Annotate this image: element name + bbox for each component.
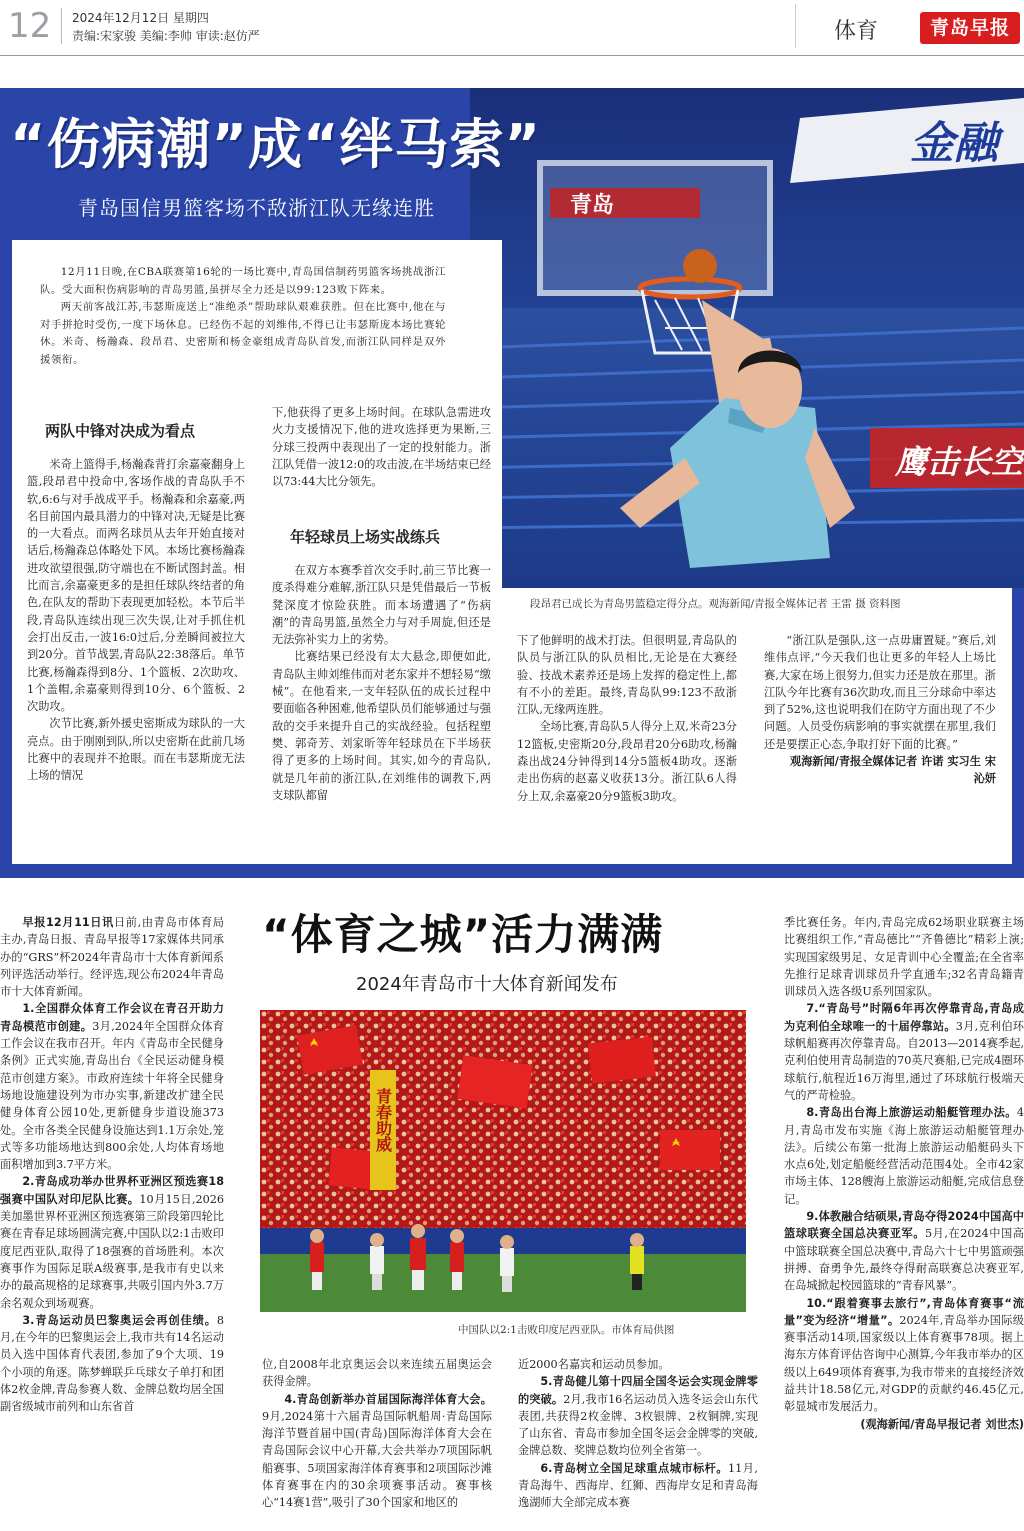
news-item — [784, 1295, 1024, 1416]
news-item-lead: 1.全国群众体育工作会议在青召开助力青岛模范市创建。 — [0, 1002, 224, 1033]
news-item-text: 11月,青岛海牛、西海岸、红狮、西海岸女足和青岛海逸湖师大全部完成本赛 — [518, 1461, 758, 1510]
news-item — [784, 914, 1024, 1000]
issue-date: 2024年12月12日 星期四 — [72, 11, 209, 25]
news-item-text: 近2000名嘉宾和运动员参加。 — [518, 1358, 670, 1371]
news-item-lead: 2.青岛成功举办世界杯亚洲区预选赛18强赛中国队对印尼队比赛。 — [0, 1175, 224, 1206]
news-item-text: 位,自2008年北京奥运会以来连续五届奥运会获得金牌。 — [262, 1358, 492, 1389]
news-item-text: 9月,2024第十六届青岛国际帆船周·青岛国际海洋节暨首届中国(青岛)国际海洋体育大会在青岛国际会议中心开幕,大会共举办7项国际帆船赛事、5项国家海洋体育赛事和2项国际沙滩体育赛事在内的30余项赛事活动。赛事核心“14赛1营”,吸引了30个国家和地区的 — [262, 1409, 492, 1510]
story1-subtitle: 青岛国信男篮客场不敌浙江队无缘连胜 — [78, 196, 435, 220]
news-item-text: 4月,青岛市发布实施《海上旅游运动船艇管理办法》。后续公布第一批海上旅游运动船艇码头下水点6处,划定船艇经营活动范围4处。全市42家市场主体、128艘海上旅游运动船艇,完成信息登记。 — [784, 1106, 1024, 1206]
news-item-text: 10月15日,2026美加墨世界杯亚洲区预选赛第三阶段第四轮比赛在青春足球场圆满完赛,中国队以2:1击败印度尼西亚队,取得了18强赛的首场胜利。本次赛事作为国际足联A级赛事,是我市有史以来办的最高规格的足球赛事,共吸引国内外3.7万余名观众到场观赛。 — [0, 1192, 224, 1310]
story2-column-3 — [518, 1356, 758, 1512]
ad-board-text: 鹰击长空 — [895, 443, 1024, 481]
story2-title: “体育之城”活力满满 — [262, 910, 664, 959]
news-item — [784, 1208, 1024, 1294]
story1-title: “伤病潮”成“绊马索” — [10, 113, 541, 176]
news-item — [784, 1104, 1024, 1208]
paragraph: 下了他鲜明的战术打法。但很明显,青岛队的队员与浙江队的队员相比,无论是在大赛经验、技战术素养还是场上发挥的稳定性上,都有不小的差距。最终,青岛队99:123不敌浙江队,无缘两连胜。 — [517, 634, 737, 717]
paragraph: 在双方本赛季首次交手时,前三节比赛一度杀得难分难解,浙江队只是凭借最后一节板凳深度才惊险获胜。而本场遭遇了“伤病潮”的青岛男篮,虽然全力与对手周旋,但还是无法弥补实力上的劣势。 — [272, 564, 491, 647]
news-item-text: 2024年,青岛举办国际级赛事活动14项,国家级以上体育赛事78项。据上海东方体育评估咨询中心测算,今年我市举办的区级以上649项体育赛事,为我市带来的直接经济效益共计18.58亿元,对GDP的贡献约46.45亿元,彰显城市发展活力。 — [784, 1313, 1024, 1414]
story1-lede — [40, 264, 446, 370]
news-item-text: 日前,由青岛市体育局主办,青岛日报、青岛早报等17家媒体共同承办的“GRS”杯2024年青岛市十大体育新闻系列评选活动举行。经评选,现公布2024年青岛市十大体育新闻。 — [0, 916, 224, 999]
story1-photo-caption: 段昂君已成长为青岛男篮稳定得分点。观海新闻/青报全媒体记者 王雷 摄 资料图 — [530, 598, 901, 610]
news-item — [0, 1173, 224, 1311]
page-number: 12 — [8, 6, 52, 46]
news-item-text: 3月,克利伯环球帆船赛再次停靠青岛。自2013—2014赛季起,克利伯使用青岛制造的70英尺赛船,已完成4圈环球航行,航程近16万海里,通过了环球航行极端天气的严苛检验。 — [784, 1019, 1024, 1102]
paper-logo-text: 青岛早报 — [929, 17, 1010, 39]
news-item-lead: 9.体教融合结硕果,青岛夺得2024中国高中篮球联赛全国总决赛亚军。 — [784, 1210, 1024, 1241]
news-item-lead: 4.青岛创新举办首届国际海洋体育大会。 — [284, 1392, 492, 1406]
news-item-lead: 早报12月11日讯 — [22, 916, 114, 929]
news-item-lead: 3.青岛运动员巴黎奥运会再创佳绩。 — [22, 1313, 217, 1327]
lede-paragraph: 两天前客战江苏,韦瑟斯庞送上“准绝杀”帮助球队艰难获胜。但在比赛中,他在与对手拼抢时受伤,一度下场休息。已经伤不起的刘维伟,不得已让韦瑟斯庞本场比赛轮休。米奇、杨瀚森、段昂君、史密斯和杨金豪组成青岛队首发,而浙江队同样是双外援领衔。 — [40, 301, 446, 366]
news-item-text: 2月,我市16名运动员入选冬运会山东代表团,共获得2枚金牌、3枚银牌、2枚铜牌,实现了山东省、青岛市参加全国冬运会金牌零的突破,金牌总数、奖牌总数均位列全省第一。 — [518, 1392, 758, 1458]
news-item-lead: 7.“青岛号”时隔6年再次停靠青岛,青岛成为克利伯全球唯一的十届停靠站。 — [784, 1002, 1024, 1033]
paragraph: 次节比赛,新外援史密斯成为球队的一大亮点。由于刚刚到队,所以史密斯在此前几场比赛中的表现并不抢眼。而在韦瑟斯庞无法上场的情况 — [27, 717, 245, 783]
news-item-lead: 10.“跟着赛事去旅行”,青岛体育赛事“流量”变为经济“增量”。 — [784, 1296, 1024, 1327]
story2-column-1 — [0, 914, 224, 1416]
news-item-lead: 5.青岛健儿第十四届全国冬运会实现金牌零的突破。 — [518, 1375, 758, 1406]
stadium-photo — [260, 1010, 746, 1312]
editor-credits: 责编:宋家骏 美编:李帅 审读:赵仿严 — [72, 29, 260, 43]
news-item-lead: 6.青岛树立全国足球重点城市标杆。 — [540, 1461, 729, 1475]
basketball-photo — [470, 88, 1024, 588]
news-item — [0, 1000, 224, 1173]
story1-subhead-1: 两队中锋对决成为看点 — [45, 422, 196, 440]
paragraph: 比赛结果已经没有太大悬念,即便如此,青岛队主帅刘维伟而对老东家并不想轻易“缴械”。在他看来,一支年轻队伍的成长过程中要面临各种困难,他希望队员们能够通过与强敌的交手来提升自己的实战经验。包括程塑樊、郭奇芳、刘家昕等年轻球员在下半场获得了更多的上场时间。其实,如今的青岛队,就是几年前的浙江队,在刘维伟的调教下,两支球队都留 — [272, 650, 491, 802]
news-item-text: 5月,在2024中国高中篮球联赛全国总决赛中,青岛六十七中男篮顽强拼搏、奋勇争先,最终夺得耐高联赛总决赛亚军,在岛城掀起校园篮球的“青春风暴”。 — [784, 1227, 1024, 1293]
story1-subhead-2: 年轻球员上场实战练兵 — [290, 528, 441, 546]
story1-column-1 — [27, 456, 245, 785]
news-item — [0, 914, 224, 1000]
news-item — [518, 1373, 758, 1459]
story2-subtitle: 2024年青岛市十大体育新闻发布 — [356, 974, 618, 995]
news-item-text: 8月,在今年的巴黎奥运会上,我市共有14名运动员入选中国体育代表团,参加了9个大项、19个小项的角逐。陈梦蝉联乒乓球女子单打和团体2枚金牌,青岛参赛人数、金牌总数均居全国副省级城市前列和山东省首 — [0, 1313, 224, 1414]
paragraph: 下,他获得了更多上场时间。在球队急需进攻火力支援情况下,他的进攻选择更为果断,三分球三投两中表现出了一定的投射能力。浙江队凭借一波12:0的攻击波,在半场结束已经以73:44大比分领先。 — [272, 406, 491, 489]
paper-logo — [920, 12, 1020, 44]
section-name: 体育 — [834, 19, 879, 44]
news-item — [262, 1391, 492, 1512]
paragraph: “浙江队是强队,这一点毋庸置疑。”赛后,刘维伟点评,“今天我们也让更多的年轻人上场比赛,大家在场上很努力,但实力还是放在那里。浙江队今年比赛有36次助攻,而且三分球命中率达到了52%,这也说明我们在防守方面出现了不少问题。人员受伤病影响的事实就摆在那里,我们还是要摆正心态,争取打好下面的比赛。” — [764, 634, 996, 751]
paragraph: 全场比赛,青岛队5人得分上双,米奇23分12篮板,史密斯20分,段昂君20分6助攻,杨瀚森出战24分钟得到14分5篮板4助攻。逐渐走出伤病的赵嘉义收获13分。浙江队6人得分上双,余嘉豪20分9篮板3助攻。 — [517, 720, 737, 803]
fan-banner-text: 青春助威 — [373, 1088, 393, 1152]
news-item — [262, 1356, 492, 1391]
news-item-lead: 8.青岛出台海上旅游运动船艇管理办法。 — [806, 1106, 1017, 1120]
story1-column-3 — [517, 632, 737, 805]
news-item-text: 季比赛任务。年内,青岛完成62场职业联赛主场比赛组织工作,“青岛德比”“齐鲁德比”精彩上演;实现国家级男足、女足青训中心全覆盖;在全省率先推行足球青训球员升学直通车;32名青岛籍青训球员入选各级U系列国家队。 — [784, 916, 1024, 999]
story2-byline: (观海新闻/青岛早报记者 刘世杰) — [860, 1417, 1024, 1431]
story2-column-2 — [262, 1356, 492, 1512]
news-item — [518, 1356, 758, 1373]
story2-column-4 — [784, 914, 1024, 1433]
story1-column-2b — [272, 562, 491, 804]
sponsor-board-text: 金融 — [910, 118, 998, 169]
story2-photo-caption: 中国队以2:1击败印度尼西亚队。市体育局供图 — [458, 1324, 675, 1336]
story1-byline: 观海新闻/青报全媒体记者 许诺 实习生 宋沁妍 — [790, 755, 996, 786]
news-item — [0, 1312, 224, 1416]
page-header — [0, 0, 1024, 56]
story1-column-2a — [272, 404, 491, 490]
news-item-text: 3月,2024年全国群众体育工作会议在我市召开。年内《青岛市全民健身条例》正式实施,青岛出台《全民运动健身模范市创建方案》。市政府连续十年将全民健身场地设施建设列为市办实事,新建改扩建全民健身体育公园10处,更新健身步道设施373处。全市各类全民健身设施达到1.1万余处,笼式等多功能场地达到800余处,人均体育场地面积增加到3.7平方米。 — [0, 1019, 224, 1172]
story1-box — [0, 88, 1024, 878]
basketball — [683, 249, 717, 283]
story1-column-4 — [764, 632, 996, 788]
arena-banner-text: 青岛 — [570, 193, 615, 218]
news-item — [784, 1000, 1024, 1104]
paragraph: 米奇上篮得手,杨瀚森背打余嘉豪翻身上篮,段昂君中投命中,客场作战的青岛队手不软,6:6与对手战成平手。杨瀚森和余嘉豪,两名目前国内最具潜力的中锋对决,无疑是比赛的一大看点。而两名球员从去年开始直接对话后,杨瀚森总体略处下风。本场比赛杨瀚森进攻欲望很强,防守端也在不断试图封盖。相比而言,余嘉豪更多的是担任球队终结者的角色,在队友的帮助下表现更加轻松。本节后半段,青岛队连续出现三次失误,让对手抓住机会打出反击,一波16:0过后,分差瞬间被拉大到20分。首节战罢,青岛队22:38落后。单节比赛,杨瀚森得到8分、1个篮板、2次助攻、1个盖帽,余嘉豪则得到10分、6个篮板、2次助攻。 — [27, 458, 245, 714]
news-item — [518, 1460, 758, 1512]
lede-paragraph: 12月11日晚,在CBA联赛第16轮的一场比赛中,青岛国信制药男篮客场挑战浙江队。受大面积伤病影响的青岛男篮,虽拼尽全力还是以99:123败下阵来。 — [40, 266, 446, 296]
